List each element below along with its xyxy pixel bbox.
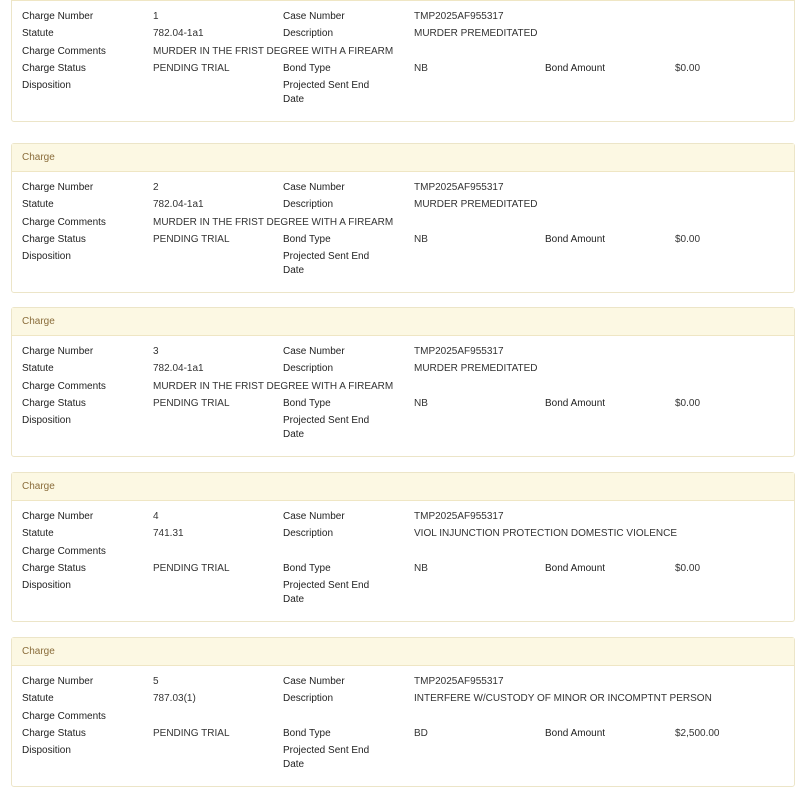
statute-label: Statute	[22, 528, 54, 539]
bond-amount-value: $0.00	[675, 63, 701, 74]
statute-label: Statute	[22, 363, 54, 374]
charge-status-label: Charge Status	[22, 398, 86, 409]
charge-status-value: PENDING TRIAL	[153, 63, 230, 74]
bond-type-value: NB	[414, 563, 428, 574]
charge-panel-body	[12, 1, 794, 121]
projected-sent-end-date-label: Projected Sent End Date	[283, 415, 370, 440]
charge-number-value: 4	[153, 511, 159, 522]
bond-type-value: NB	[414, 63, 428, 74]
charge-status-value: PENDING TRIAL	[153, 234, 230, 245]
description-value: MURDER PREMEDITATED	[414, 28, 538, 39]
bond-amount-label: Bond Amount	[545, 728, 606, 739]
charge-panel	[11, 143, 795, 293]
bond-amount-value: $0.00	[675, 234, 701, 245]
bond-type-label: Bond Type	[283, 563, 331, 574]
case-number-value: TMP2025AF955317	[414, 11, 504, 22]
projected-sent-end-date-label: Projected Sent End Date	[283, 745, 370, 770]
charge-panel-body	[12, 501, 794, 621]
charge-panel-heading: Charge	[12, 473, 794, 501]
charge-comments-label: Charge Comments	[22, 381, 106, 392]
statute-value: 782.04-1a1	[153, 199, 204, 210]
charge-number-label: Charge Number	[22, 511, 94, 522]
projected-sent-end-date-label: Projected Sent End Date	[283, 251, 370, 276]
statute-label: Statute	[22, 693, 54, 704]
charge-comments-label: Charge Comments	[22, 711, 106, 722]
case-number-label: Case Number	[283, 346, 345, 357]
charge-number-value: 3	[153, 346, 159, 357]
disposition-label: Disposition	[22, 80, 71, 91]
charge-panel-heading: Charge	[12, 638, 794, 666]
description-value: VIOL INJUNCTION PROTECTION DOMESTIC VIOLENCE	[414, 528, 677, 539]
disposition-label: Disposition	[22, 251, 71, 262]
charge-comments-value: MURDER IN THE FRIST DEGREE WITH A FIREARM	[153, 217, 394, 228]
statute-label: Statute	[22, 28, 54, 39]
description-label: Description	[283, 693, 334, 704]
charge-comments-value: MURDER IN THE FRIST DEGREE WITH A FIREARM	[153, 46, 394, 57]
bond-amount-label: Bond Amount	[545, 234, 606, 245]
charge-status-label: Charge Status	[22, 563, 86, 574]
bond-amount-label: Bond Amount	[545, 563, 606, 574]
charge-panel-body	[12, 336, 794, 456]
charge-panel	[11, 472, 795, 622]
case-number-value: TMP2025AF955317	[414, 511, 504, 522]
charge-panel-body	[12, 172, 794, 292]
bond-type-value: BD	[414, 728, 428, 739]
case-number-label: Case Number	[283, 11, 345, 22]
statute-value: 787.03(1)	[153, 693, 196, 704]
bond-amount-label: Bond Amount	[545, 398, 606, 409]
charge-comments-value: MURDER IN THE FRIST DEGREE WITH A FIREARM	[153, 381, 394, 392]
charge-status-label: Charge Status	[22, 234, 86, 245]
disposition-label: Disposition	[22, 745, 71, 756]
charge-panel	[11, 0, 795, 122]
bond-type-label: Bond Type	[283, 398, 331, 409]
description-label: Description	[283, 528, 334, 539]
charge-number-label: Charge Number	[22, 676, 94, 687]
charge-number-value: 2	[153, 182, 159, 193]
charge-panel	[11, 307, 795, 457]
disposition-label: Disposition	[22, 580, 71, 591]
projected-sent-end-date-label: Projected Sent End Date	[283, 580, 370, 605]
bond-type-label: Bond Type	[283, 63, 331, 74]
charge-number-label: Charge Number	[22, 346, 94, 357]
projected-sent-end-date-label: Projected Sent End Date	[283, 80, 370, 105]
case-number-value: TMP2025AF955317	[414, 676, 504, 687]
statute-value: 782.04-1a1	[153, 363, 204, 374]
charge-status-label: Charge Status	[22, 728, 86, 739]
statute-value: 741.31	[153, 528, 184, 539]
statute-value: 782.04-1a1	[153, 28, 204, 39]
description-value: MURDER PREMEDITATED	[414, 199, 538, 210]
charge-comments-label: Charge Comments	[22, 217, 106, 228]
bond-amount-value: $0.00	[675, 398, 701, 409]
charge-comments-label: Charge Comments	[22, 546, 106, 557]
charge-panel-heading: Charge	[12, 308, 794, 336]
charge-status-label: Charge Status	[22, 63, 86, 74]
charge-number-value: 5	[153, 676, 159, 687]
charge-number-value: 1	[153, 11, 159, 22]
description-label: Description	[283, 28, 334, 39]
bond-type-value: NB	[414, 398, 428, 409]
bond-type-label: Bond Type	[283, 234, 331, 245]
case-number-value: TMP2025AF955317	[414, 182, 504, 193]
bond-type-label: Bond Type	[283, 728, 331, 739]
description-label: Description	[283, 199, 334, 210]
charge-status-value: PENDING TRIAL	[153, 563, 230, 574]
charge-panel-body	[12, 666, 794, 786]
case-number-label: Case Number	[283, 511, 345, 522]
case-number-value: TMP2025AF955317	[414, 346, 504, 357]
description-value: MURDER PREMEDITATED	[414, 363, 538, 374]
charge-comments-label: Charge Comments	[22, 46, 106, 57]
charge-panel	[11, 637, 795, 787]
charge-panel-heading: Charge	[12, 144, 794, 172]
disposition-label: Disposition	[22, 415, 71, 426]
charge-number-label: Charge Number	[22, 11, 94, 22]
bond-amount-value: $0.00	[675, 563, 701, 574]
charge-number-label: Charge Number	[22, 182, 94, 193]
description-value: INTERFERE W/CUSTODY OF MINOR OR INCOMPTNT PERSON	[414, 693, 712, 704]
charge-status-value: PENDING TRIAL	[153, 728, 230, 739]
bond-amount-label: Bond Amount	[545, 63, 606, 74]
case-number-label: Case Number	[283, 182, 345, 193]
statute-label: Statute	[22, 199, 54, 210]
case-number-label: Case Number	[283, 676, 345, 687]
description-label: Description	[283, 363, 334, 374]
bond-type-value: NB	[414, 234, 428, 245]
charge-status-value: PENDING TRIAL	[153, 398, 230, 409]
bond-amount-value: $2,500.00	[675, 728, 720, 739]
